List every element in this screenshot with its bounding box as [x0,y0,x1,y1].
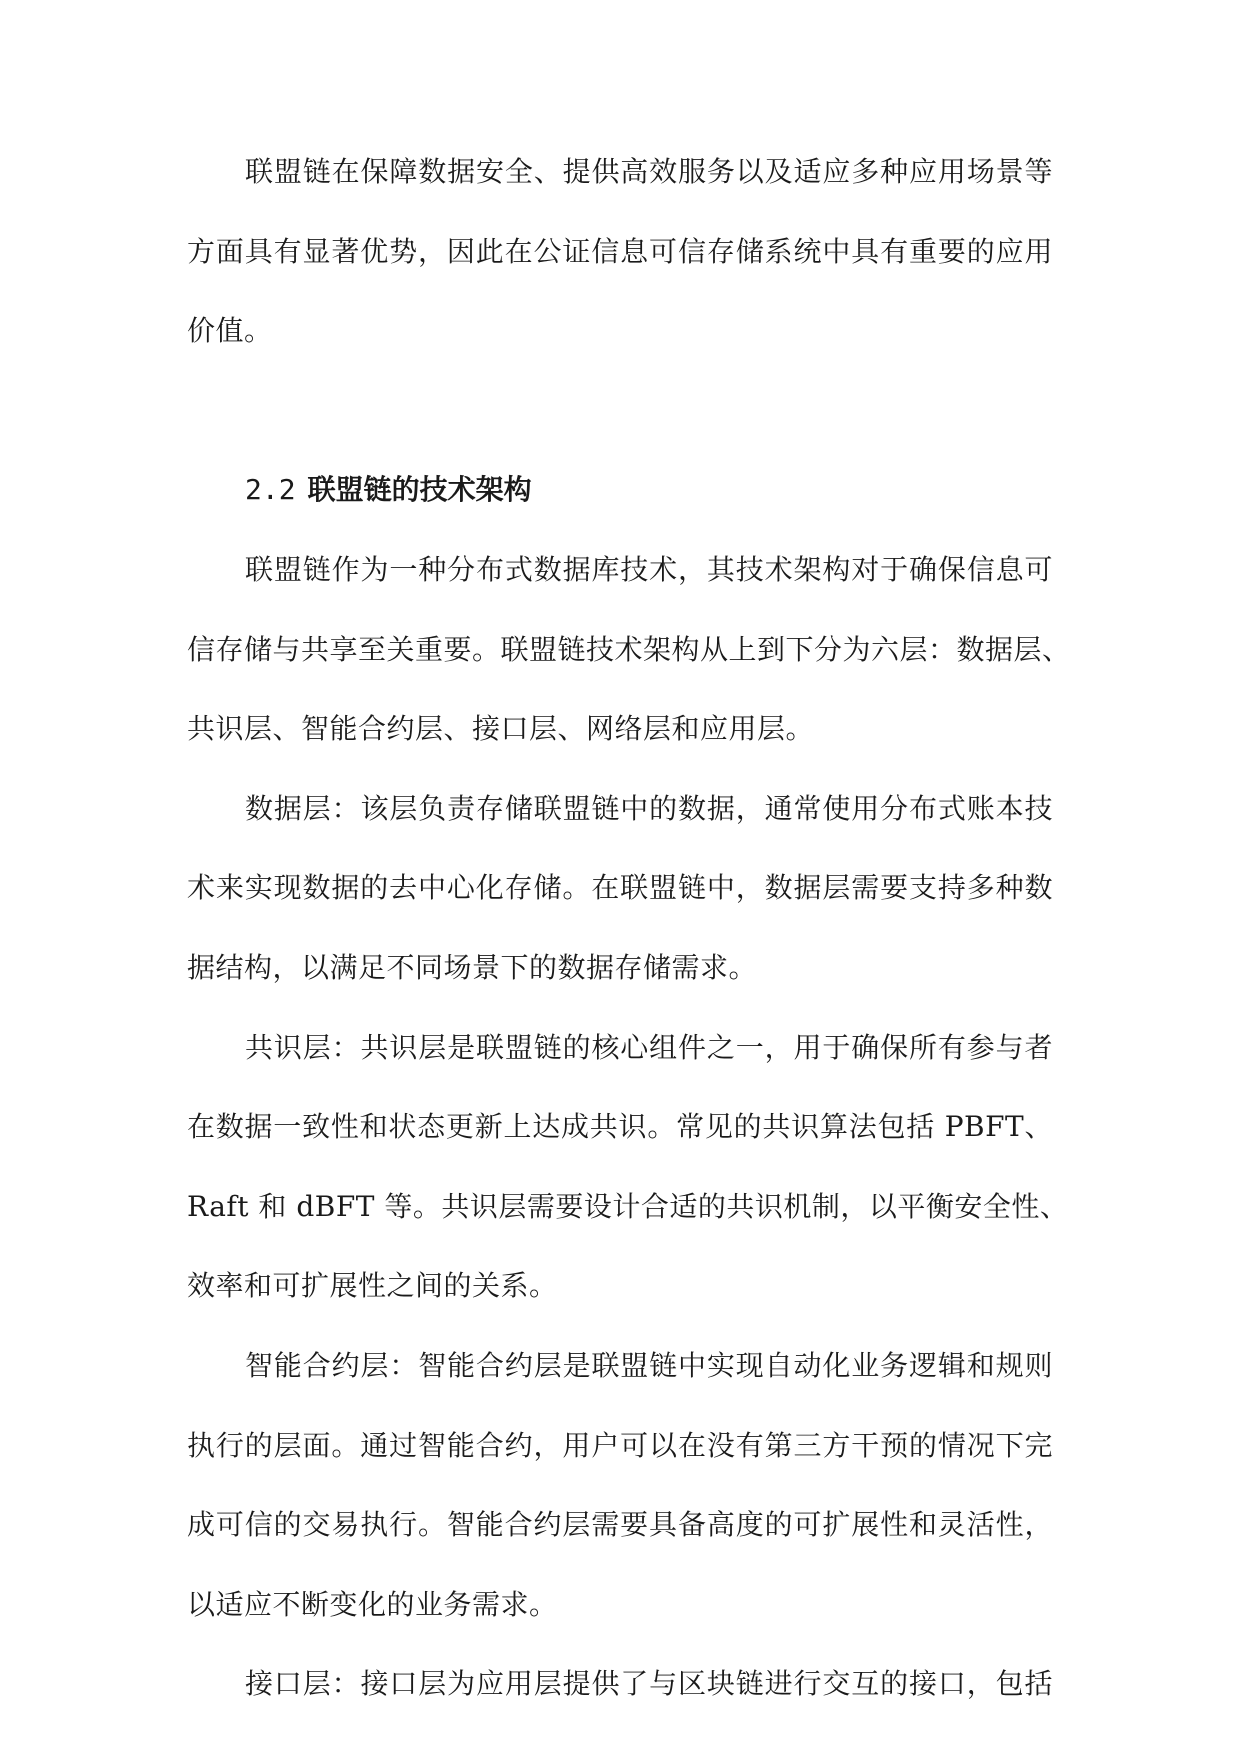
section-title: 联盟链的技术架构 [307,473,532,507]
paragraph-line: 以适应不断变化的业务需求。 [187,1587,558,1621]
paragraph-line: 在数据一致性和状态更新上达成共识。常见的共识算法包括 PBFT、 [187,1110,1053,1144]
paragraph-line: 联盟链在保障数据安全、提供高效服务以及适应多种应用场景等 [245,155,1053,188]
paragraph-line: 联盟链作为一种分布式数据库技术，其技术架构对于确保信息可 [245,552,1053,586]
paragraph-smart-contract-layer [187,1339,1053,1657]
paragraph-line: 价值。 [187,314,273,348]
paragraph-architecture-overview [187,543,1071,782]
paragraph-consensus-layer [187,1021,1069,1339]
paragraph-line: 方面具有显著优势，因此在公证信息可信存储系统中具有重要的应用 [187,234,1053,268]
paragraph-line: 智能合约层：智能合约层是联盟链中实现自动化业务逻辑和规则 [245,1348,1053,1382]
paragraph-line: 效率和可扩展性之间的关系。 [187,1269,558,1303]
paragraph-line: 接口层：接口层为应用层提供了与区块链进行交互的接口，包括 [245,1667,1053,1701]
document-body [187,145,1071,1737]
paragraph-line: Raft 和 dBFT 等。共识层需要设计合适的共识机制，以平衡安全性、 [187,1189,1069,1223]
paragraph-line: 执行的层面。通过智能合约，用户可以在没有第三方干预的情况下完 [187,1428,1053,1462]
section-heading [187,463,1053,543]
paragraph-line: 数据层：该层负责存储联盟链中的数据，通常使用分布式账本技 [245,791,1053,825]
paragraph-line: 据结构，以满足不同场景下的数据存储需求。 [187,950,758,984]
paragraph-interface-layer [187,1657,1053,1737]
intro-paragraph [187,145,1053,384]
paragraph-line: 成可信的交易执行。智能合约层需要具备高度的可扩展性和灵活性， [187,1508,1053,1542]
paragraph-line: 共识层、智能合约层、接口层、网络层和应用层。 [187,712,815,746]
paragraph-line: 信存储与共享至关重要。联盟链技术架构从上到下分为六层：数据层、 [187,632,1071,666]
section-number: 2.2 [245,473,296,507]
paragraph-line: 共识层：共识层是联盟链的核心组件之一，用于确保所有参与者 [245,1030,1053,1064]
paragraph-data-layer [187,782,1053,1021]
paragraph-line: 术来实现数据的去中心化存储。在联盟链中，数据层需要支持多种数 [187,871,1053,905]
